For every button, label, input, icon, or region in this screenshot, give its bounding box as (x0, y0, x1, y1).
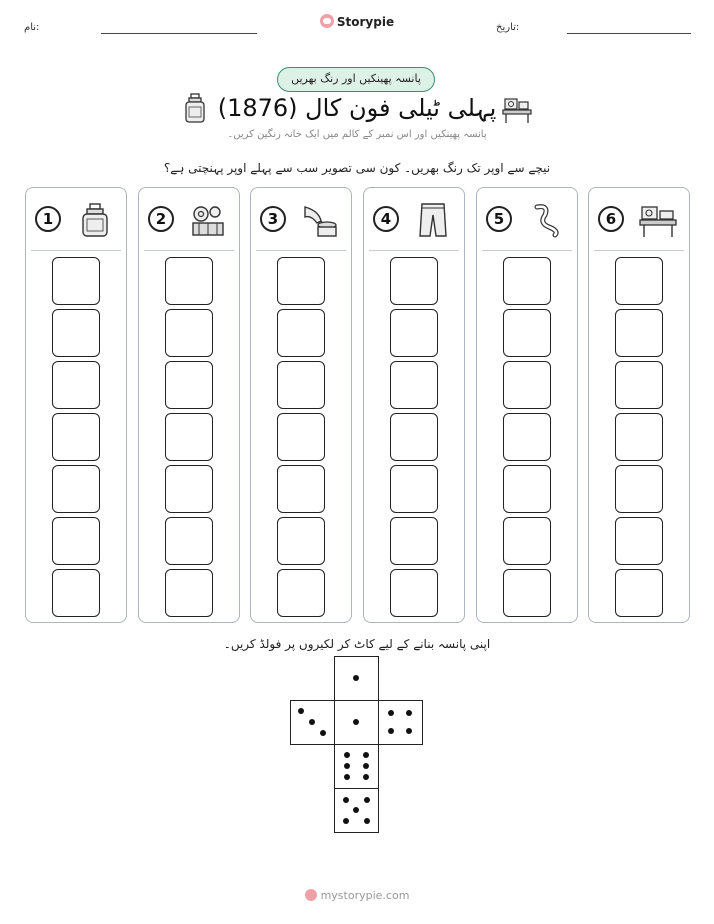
race-column-5 (476, 187, 578, 623)
race-column-4 (363, 187, 465, 623)
page-title: پہلی ٹیلی فون کال (1876) (217, 94, 497, 122)
column-number: 2 (148, 206, 174, 232)
dice-pip (388, 728, 394, 734)
dice-pip (320, 730, 326, 736)
dice-pip (344, 774, 350, 780)
dice-pip (406, 710, 412, 716)
color-box[interactable] (615, 413, 663, 461)
color-box[interactable] (52, 569, 100, 617)
dice-pip (364, 818, 370, 824)
storypie-logo-icon (320, 14, 334, 28)
color-box[interactable] (615, 517, 663, 565)
activity-pill: پانسہ پھینکیں اور رنگ بھریں (277, 67, 435, 92)
column-header (26, 198, 126, 242)
date-line[interactable] (567, 33, 691, 34)
date-label: تاریخ: (496, 22, 520, 33)
column-divider (144, 250, 234, 251)
column-number: 5 (486, 206, 512, 232)
color-box[interactable] (615, 309, 663, 357)
dice-pip (363, 752, 369, 758)
race-column-2 (138, 187, 240, 623)
column-divider (256, 250, 346, 251)
column-number: 6 (598, 206, 624, 232)
color-box[interactable] (615, 569, 663, 617)
instruction-text: نیچے سے اوپر تک رنگ بھریں۔ کون سی تصویر سب سے پہلے اوپر پہنچتی ہے؟ (163, 161, 551, 175)
color-box[interactable] (503, 413, 551, 461)
dice-pip (309, 719, 315, 725)
name-label: نام: (24, 22, 40, 33)
color-box[interactable] (390, 257, 438, 305)
trousers-icon (414, 201, 452, 239)
dice-pip (406, 728, 412, 734)
dice-face-4 (378, 700, 423, 745)
color-box[interactable] (52, 517, 100, 565)
dice-pip (353, 675, 359, 681)
column-header (251, 198, 351, 242)
column-header (139, 198, 239, 242)
footer (0, 889, 714, 902)
gears-machine-icon (189, 201, 227, 239)
dice-face-1 (334, 700, 379, 745)
color-box[interactable] (52, 257, 100, 305)
color-box[interactable] (390, 361, 438, 409)
workbench-icon (502, 96, 532, 124)
dice-pip (353, 807, 359, 813)
footer-url[interactable]: mystorypie.com (320, 889, 410, 902)
color-box[interactable] (165, 465, 213, 513)
column-divider (594, 250, 684, 251)
brand-name: Storypie (336, 15, 395, 29)
column-header (364, 198, 464, 242)
column-number: 3 (260, 206, 286, 232)
subtitle: پانسہ پھینکیں اور اس نمبر کے کالم میں ایک خانہ رنگین کریں۔ (227, 129, 487, 140)
dice-pip (363, 763, 369, 769)
dice-pip (343, 797, 349, 803)
fold-instruction: اپنی پانسہ بنانے کے لیے کاٹ کر لکیروں پر فولڈ کریں۔ (223, 637, 491, 651)
color-box[interactable] (503, 465, 551, 513)
color-box[interactable] (503, 257, 551, 305)
column-number: 1 (35, 206, 61, 232)
dice-pip (353, 719, 359, 725)
brand-logo (0, 14, 714, 29)
column-divider (482, 250, 572, 251)
race-column-3 (250, 187, 352, 623)
color-box[interactable] (165, 517, 213, 565)
color-box[interactable] (277, 257, 325, 305)
color-box[interactable] (390, 413, 438, 461)
column-divider (31, 250, 121, 251)
color-box[interactable] (165, 569, 213, 617)
dice-pip (363, 774, 369, 780)
column-divider (369, 250, 459, 251)
color-box[interactable] (165, 361, 213, 409)
dice-face-5 (334, 788, 379, 833)
color-box[interactable] (52, 413, 100, 461)
color-box[interactable] (615, 257, 663, 305)
race-column-1 (25, 187, 127, 623)
color-box[interactable] (390, 569, 438, 617)
color-box[interactable] (615, 465, 663, 513)
dice-face-1 (334, 656, 379, 701)
color-box[interactable] (503, 569, 551, 617)
color-box[interactable] (390, 309, 438, 357)
dice-pip (388, 710, 394, 716)
color-box[interactable] (165, 257, 213, 305)
dice-pip (364, 797, 370, 803)
workbench-icon (639, 201, 677, 239)
dice-face-6 (334, 744, 379, 789)
color-box[interactable] (503, 361, 551, 409)
color-box[interactable] (52, 465, 100, 513)
name-line[interactable] (101, 33, 257, 34)
color-box[interactable] (277, 361, 325, 409)
color-box[interactable] (277, 517, 325, 565)
column-header (477, 198, 577, 242)
storypie-logo-icon (305, 889, 317, 901)
dice-face-3 (290, 700, 335, 745)
color-box[interactable] (503, 517, 551, 565)
color-box[interactable] (277, 569, 325, 617)
color-box[interactable] (165, 309, 213, 357)
race-column-6 (588, 187, 690, 623)
color-box[interactable] (277, 309, 325, 357)
color-box[interactable] (277, 465, 325, 513)
dice-pip (298, 708, 304, 714)
color-box[interactable] (165, 413, 213, 461)
column-number: 4 (373, 206, 399, 232)
dice-pip (343, 818, 349, 824)
dice-pip (344, 752, 350, 758)
color-box[interactable] (390, 465, 438, 513)
color-box[interactable] (615, 361, 663, 409)
dice-pip (344, 763, 350, 769)
worm-icon (527, 201, 565, 239)
color-box[interactable] (390, 517, 438, 565)
color-box[interactable] (52, 309, 100, 357)
gramophone-icon (301, 201, 339, 239)
color-box[interactable] (503, 309, 551, 357)
color-box[interactable] (52, 361, 100, 409)
color-box[interactable] (277, 413, 325, 461)
column-header (589, 198, 689, 242)
perfume-bottle-icon (76, 201, 114, 239)
